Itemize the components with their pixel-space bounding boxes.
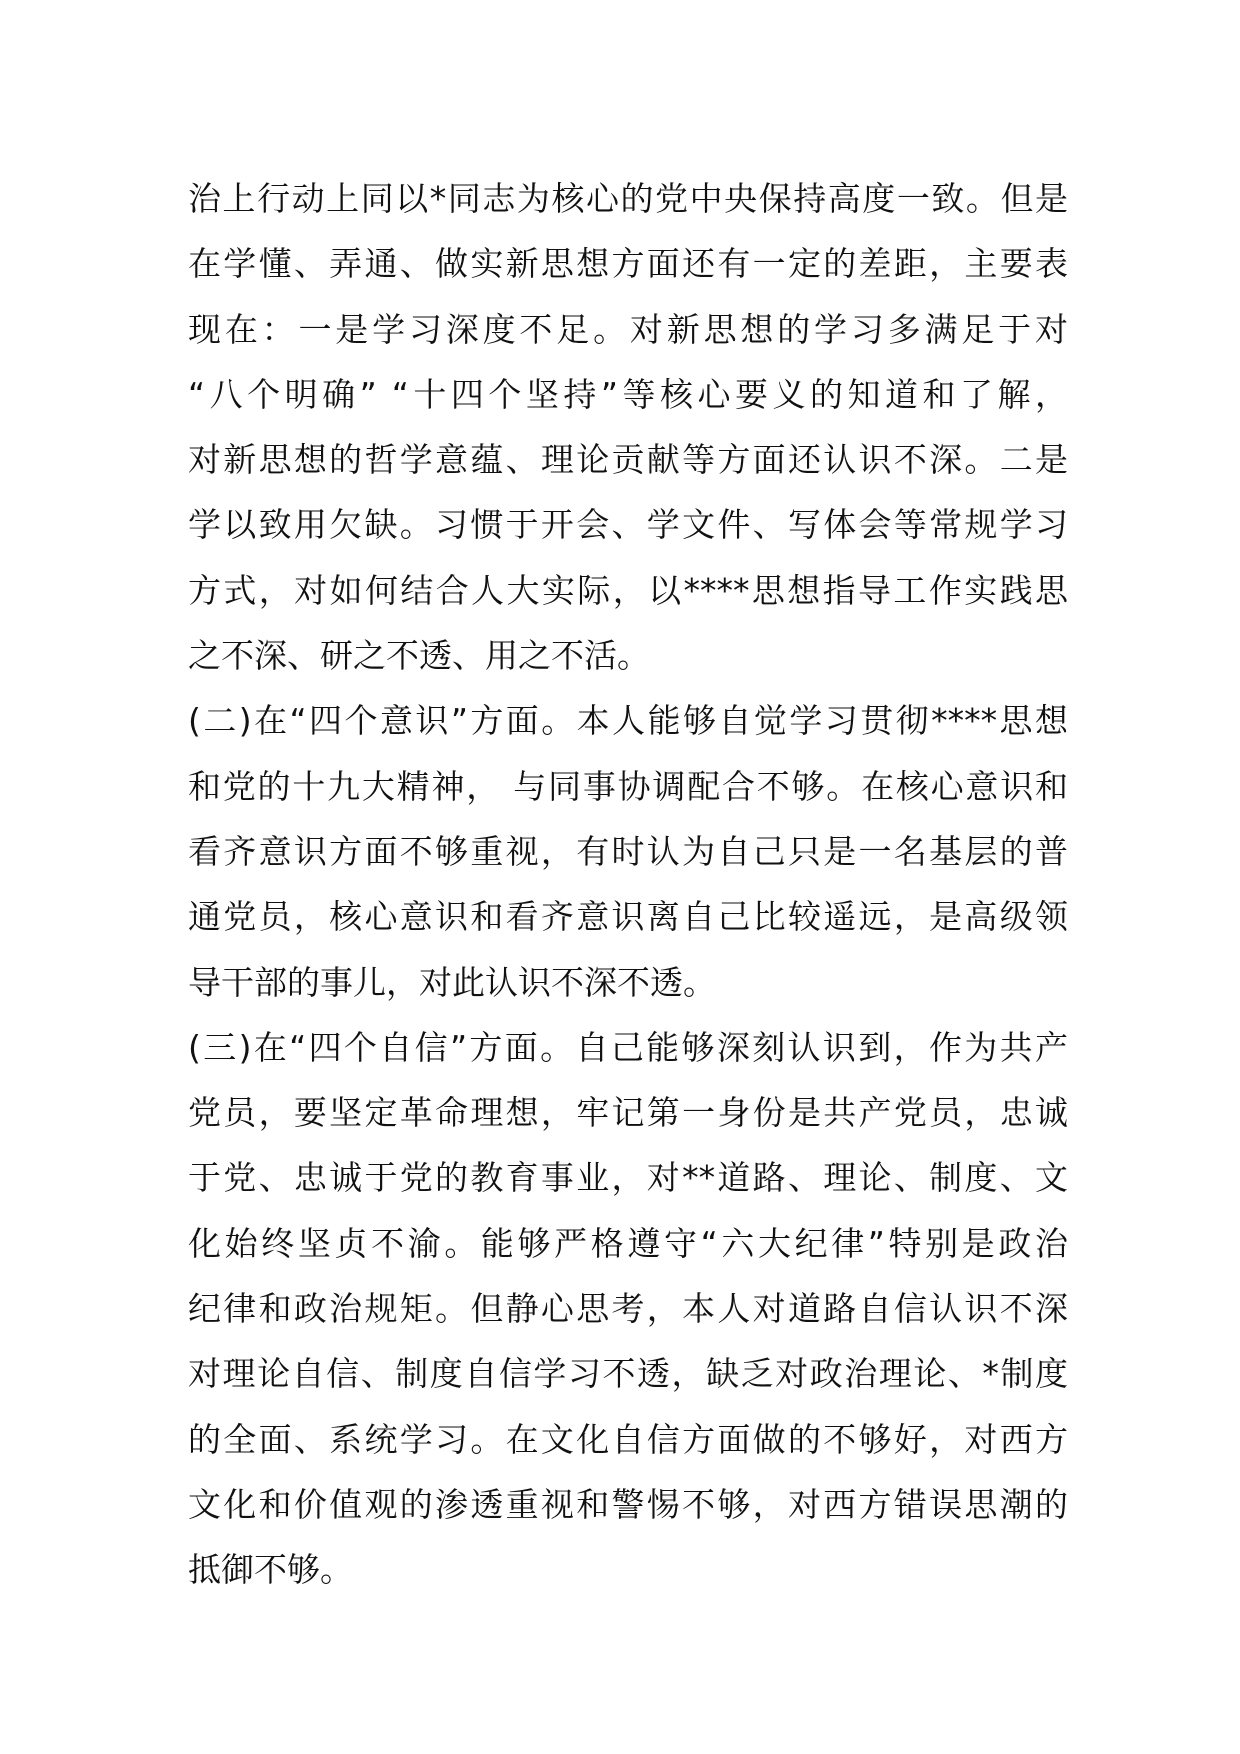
text-line: 之不深、研之不透、用之不活。 — [188, 636, 650, 676]
text-line: 现在：一是学习深度不足。对新思想的学习多满足于对 — [188, 309, 1068, 349]
text-line: 在学懂、弄通、做实新思想方面还有一定的差距，主要表 — [188, 244, 1068, 284]
text-line: 导干部的事儿，对此认识不深不透。 — [188, 962, 716, 1002]
text-line: 文化和价值观的渗透重视和警惕不够，对西方错误思潮的 — [188, 1484, 1068, 1524]
text-line: 学以致用欠缺。习惯于开会、学文件、写体会等常规学习 — [188, 505, 1068, 545]
text-line: 方式，对如何结合人大实际，以****思想指导工作实践思 — [188, 570, 1068, 610]
text-line: 对理论自信、制度自信学习不透，缺乏对政治理论、*制度 — [188, 1354, 1068, 1394]
body-text — [188, 166, 1068, 1603]
text-line: “八个明确” “十四个坚持”等核心要义的知道和了解， — [188, 374, 1068, 414]
text-line: (二)在“四个意识”方面。本人能够自觉学习贯彻****思想 — [188, 701, 1068, 741]
text-line: 抵御不够。 — [188, 1550, 353, 1590]
text-line: 党员，要坚定革命理想，牢记第一身份是共产党员，忠诚 — [188, 1093, 1068, 1133]
text-line: 和党的十九大精神， 与同事协调配合不够。在核心意识和 — [188, 766, 1068, 806]
text-line: 纪律和政治规矩。但静心思考，本人对道路自信认识不深 — [188, 1289, 1068, 1329]
text-line: (三)在“四个自信”方面。自己能够深刻认识到，作为共产 — [188, 1027, 1068, 1067]
text-line: 化始终坚贞不渝。能够严格遵守“六大纪律”特别是政治 — [188, 1223, 1068, 1263]
text-line: 看齐意识方面不够重视，有时认为自己只是一名基层的普 — [188, 831, 1068, 871]
text-line: 治上行动上同以*同志为核心的党中央保持高度一致。但是 — [188, 179, 1068, 218]
text-line: 对新思想的哲学意蕴、理论贡献等方面还认识不深。二是 — [188, 440, 1068, 480]
text-line: 的全面、系统学习。在文化自信方面做的不够好，对西方 — [188, 1419, 1068, 1459]
text-line: 通党员，核心意识和看齐意识离自己比较遥远，是高级领 — [188, 897, 1068, 937]
text-line: 于党、忠诚于党的教育事业，对**道路、理论、制度、文 — [188, 1158, 1068, 1198]
